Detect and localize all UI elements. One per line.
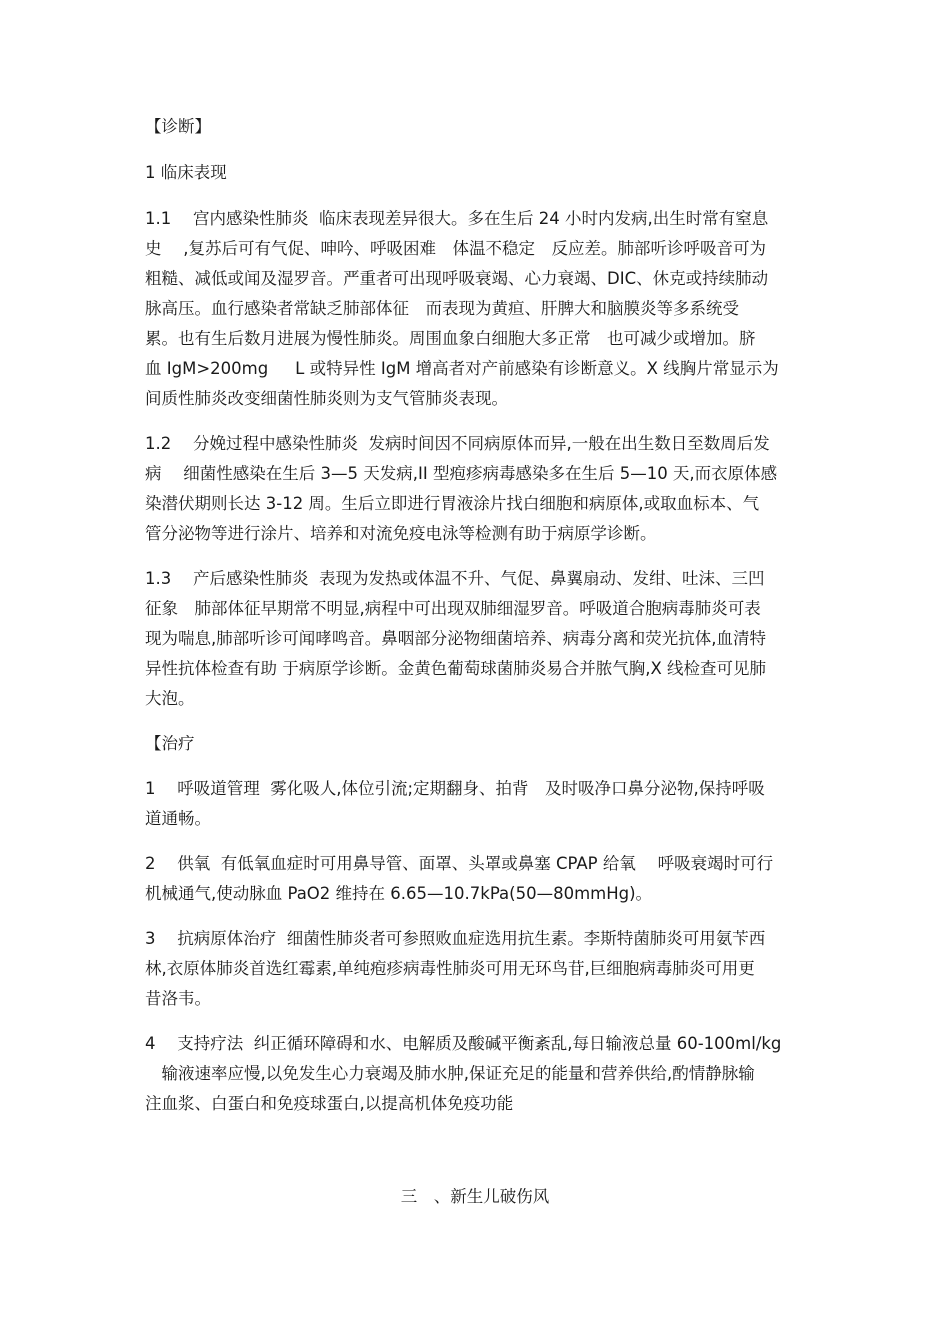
text-line: 林,衣原体肺炎首选红霉素,单纯疱疹病毒性肺炎可用无环鸟苷,巨细胞病毒肺炎可用更 bbox=[145, 959, 755, 978]
text-line: 脉高压。血行感染者常缺乏肺部体征 而表现为黄疸、肝脾大和脑膜炎等多系统受 bbox=[145, 299, 739, 318]
text-line: 大泡。 bbox=[145, 689, 195, 708]
document-body bbox=[145, 112, 810, 1119]
text-line: 1.3 产后感染性肺炎 表现为发热或体温不升、气促、鼻翼扇动、发绀、吐沫、三凹 bbox=[145, 569, 765, 588]
treatment-item-1 bbox=[145, 774, 810, 834]
text-line: 累。也有生后数月进展为慢性肺炎。周围血象白细胞大多正常 也可减少或增加。脐 bbox=[145, 329, 756, 348]
diagnosis-heading: 【诊断】 bbox=[145, 117, 211, 136]
text-line: 血 IgM>200mg L 或特异性 IgM 增高者对产前感染有诊断意义。X 线胸片常显示为 bbox=[145, 359, 779, 378]
treatment-item-3 bbox=[145, 924, 810, 1014]
text-line: 间质性肺炎改变细菌性肺炎则为支气管肺炎表现。 bbox=[145, 389, 508, 408]
text-line: 史 ,复苏后可有气促、呻吟、呼吸困难 体温不稳定 反应差。肺部听诊呼吸音可为 bbox=[145, 239, 766, 258]
text-line: 染潜伏期则长达 3-12 周。生后立即进行胃液涂片找白细胞和病原体,或取血标本、气 bbox=[145, 494, 760, 513]
text-line: 征象 肺部体征早期常不明显,病程中可出现双肺细湿罗音。呼吸道合胞病毒肺炎可表 bbox=[145, 599, 761, 618]
treatment-item-2 bbox=[145, 849, 810, 909]
text-line: 管分泌物等进行涂片、培养和对流免疫电泳等检测有助于病原学诊断。 bbox=[145, 524, 657, 543]
paragraph-1-1 bbox=[145, 204, 810, 414]
clinical-heading: 1 临床表现 bbox=[145, 163, 227, 182]
text-line: 输液速率应慢,以免发生心力衰竭及肺水肿,保证充足的能量和营养供给,酌情静脉输 bbox=[145, 1064, 755, 1083]
next-section-title: 三 、新生儿破伤风 bbox=[400, 1187, 550, 1206]
text-line: 1.2 分娩过程中感染性肺炎 发病时间因不同病原体而异,一般在出生数日至数周后发 bbox=[145, 434, 770, 453]
text-line: 昔洛韦。 bbox=[145, 989, 211, 1008]
text-line: 粗糙、减低或闻及湿罗音。严重者可出现呼吸衰竭、心力衰竭、DIC、休克或持续肺动 bbox=[145, 269, 769, 288]
text-line: 病 细菌性感染在生后 3—5 天发病,II 型疱疹病毒感染多在生后 5—10 天,而衣原体感 bbox=[145, 464, 778, 483]
text-line: 异性抗体检查有助 于病原学诊断。金黄色葡萄球菌肺炎易合并脓气胸,X 线检查可见肺 bbox=[145, 659, 767, 678]
text-line: 4 支持疗法 纠正循环障碍和水、电解质及酸碱平衡紊乱,每日输液总量 60-100ml/kg bbox=[145, 1034, 782, 1053]
treatment-item-4 bbox=[145, 1029, 810, 1119]
treatment-heading: 【治疗 bbox=[145, 734, 195, 753]
text-line: 道通畅。 bbox=[145, 809, 211, 828]
paragraph-1-3 bbox=[145, 564, 810, 714]
text-line: 现为喘息,肺部听诊可闻哮鸣音。鼻咽部分泌物细菌培养、病毒分离和荧光抗体,血清特 bbox=[145, 629, 766, 648]
text-line: 2 供氧 有低氧血症时可用鼻导管、面罩、头罩或鼻塞 CPAP 给氧 呼吸衰竭时可行 bbox=[145, 854, 774, 873]
text-line: 1.1 宫内感染性肺炎 临床表现差异很大。多在生后 24 小时内发病,出生时常有窒息 bbox=[145, 209, 769, 228]
text-line: 注血浆、白蛋白和免疫球蛋白,以提高机体免疫功能 bbox=[145, 1094, 514, 1113]
text-line: 机械通气,使动脉血 PaO2 维持在 6.65—10.7kPa(50—80mmHg)。 bbox=[145, 884, 653, 903]
paragraph-1-2 bbox=[145, 429, 810, 549]
text-line: 1 呼吸道管理 雾化吸人,体位引流;定期翻身、拍背 及时吸净口鼻分泌物,保持呼吸 bbox=[145, 779, 765, 798]
text-line: 3 抗病原体治疗 细菌性肺炎者可参照败血症选用抗生素。李斯特菌肺炎可用氨苄西 bbox=[145, 929, 766, 948]
